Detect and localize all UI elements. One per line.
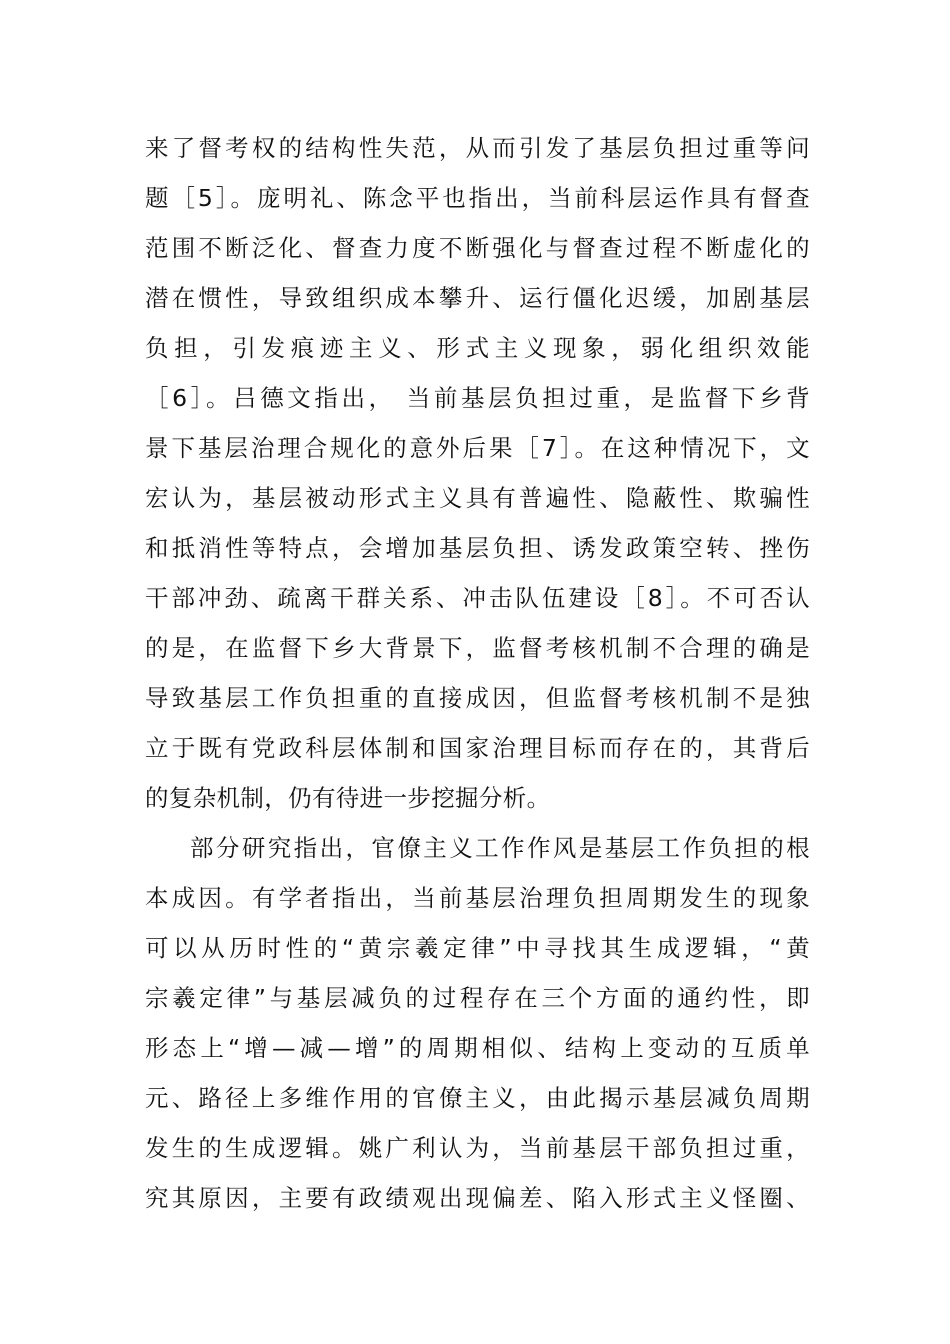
text-line: 景下基层治理合规化的意外后果［7］。在这种情况下，文 [145,434,810,462]
text-line: 宗羲定律”与基层减负的过程存在三个方面的通约性，即 [145,984,810,1012]
text-line: 的复杂机制，仍有待进一步挖掘分析。 [145,784,551,812]
text-line: 元、路径上多维作用的官僚主义，由此揭示基层减负周期 [145,1084,810,1112]
body-text [145,128,810,1228]
text-line: 的是，在监督下乡大背景下，监督考核机制不合理的确是 [145,634,810,662]
text-line: 本成因。有学者指出，当前基层治理负担周期发生的现象 [145,884,810,912]
text-line: 部分研究指出，官僚主义工作作风是基层工作负担的根 [190,834,810,862]
text-line: 立于既有党政科层体制和国家治理目标而存在的，其背后 [145,734,810,762]
text-line: 干部冲劲、疏离干群关系、冲击队伍建设［8］。不可否认 [145,584,810,612]
text-line: 发生的生成逻辑。姚广利认为，当前基层干部负担过重， [145,1134,810,1162]
text-line: 究其原因，主要有政绩观出现偏差、陷入形式主义怪圈、 [145,1184,810,1212]
text-line: 来了督考权的结构性失范，从而引发了基层负担过重等问 [145,134,810,162]
text-line: 导致基层工作负担重的直接成因，但监督考核机制不是独 [145,684,810,712]
text-line: 题［5］。庞明礼、陈念平也指出，当前科层运作具有督查 [145,184,810,212]
text-line: ［6］。吕德文指出， 当前基层负担过重，是监督下乡背 [145,384,810,412]
text-line: 潜在惯性，导致组织成本攀升、运行僵化迟缓，加剧基层 [145,284,810,312]
text-line: 宏认为，基层被动形式主义具有普遍性、隐蔽性、欺骗性 [145,484,810,512]
text-line: 可以从历时性的“黄宗羲定律”中寻找其生成逻辑，“黄 [145,934,810,962]
text-line: 和抵消性等特点，会增加基层负担、诱发政策空转、挫伤 [145,534,810,562]
text-line: 负担，引发痕迹主义、形式主义现象，弱化组织效能 [145,334,810,362]
text-line: 形态上“增—减—增”的周期相似、结构上变动的互质单 [145,1034,810,1062]
text-line: 范围不断泛化、督查力度不断强化与督查过程不断虚化的 [145,234,810,262]
